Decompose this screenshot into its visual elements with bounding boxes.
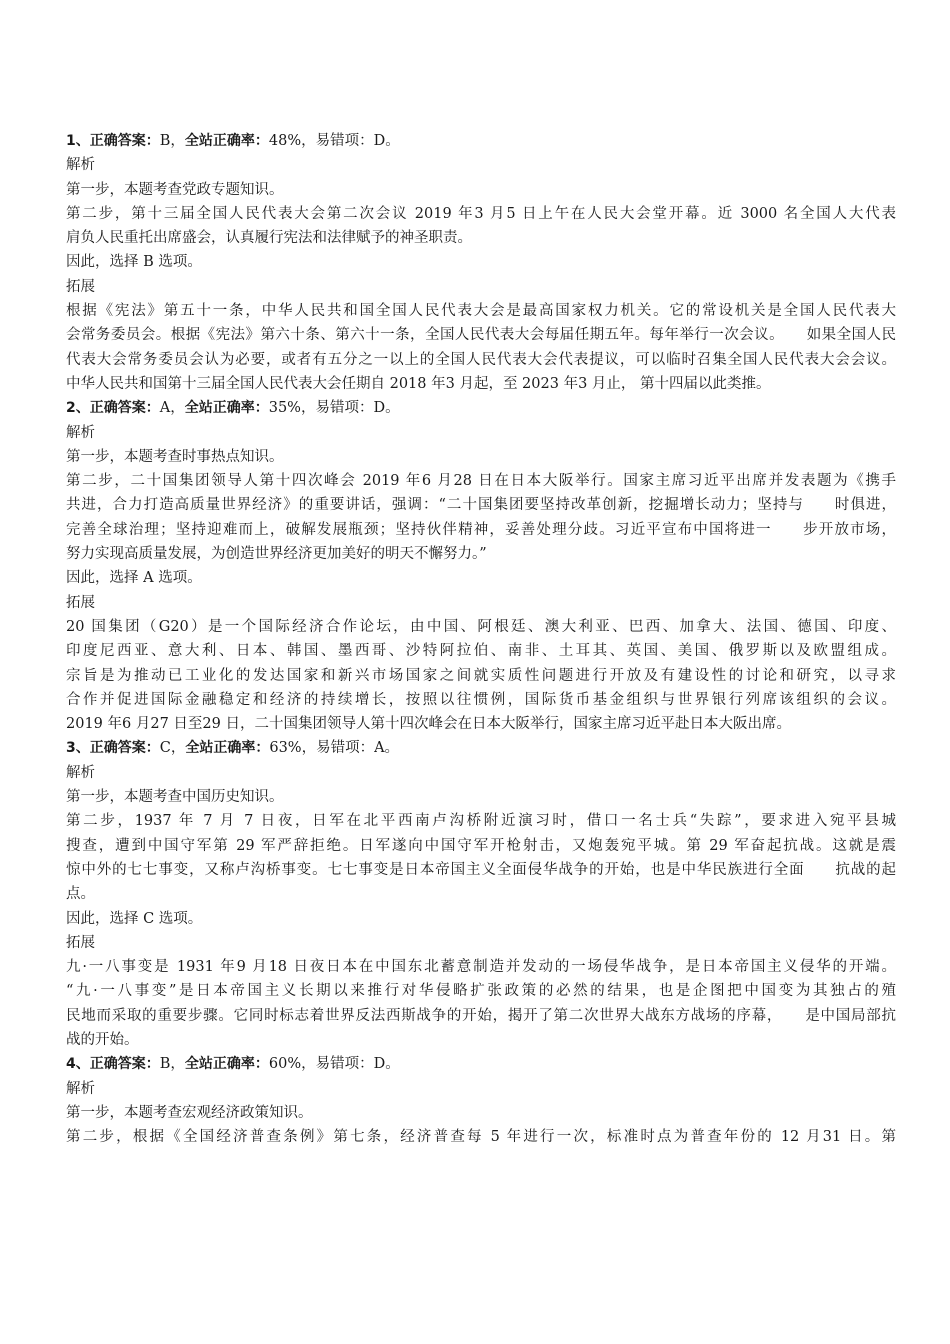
- extension-line: 印度尼西亚、意大利、日本、韩国、墨西哥、沙特阿拉伯、南非、土耳其、英国、美国、俄罗斯以及欧盟组成。: [66, 643, 896, 660]
- analysis-line: 第二步，二十国集团领导人第十四次峰会 2019 年6 月28 日在日本大阪举行。国家主席习近平出席并发表题为《携手: [66, 473, 896, 490]
- question-1: [66, 129, 896, 396]
- extension-line: 中华人民共和国第十三届全国人民代表大会任期自 2018 年3 月起，至 2023 年3 月止， 第十四届以此类推。: [66, 375, 771, 392]
- extension-title: 拓展: [66, 278, 95, 295]
- extension-line: 代表大会常务委员会认为必要，或者有五分之一以上的全国人民代表大会代表提议，可以临时召集全国人民代表大会会议。: [66, 351, 896, 368]
- analysis-line: 第一步，本题考查中国历史知识。: [66, 789, 284, 806]
- analysis-title: 解析: [66, 424, 95, 441]
- answer-document: [66, 129, 896, 1149]
- analysis-title: 解析: [66, 157, 95, 174]
- answer-header: 2、正确答案：A，全站正确率：35%，易错项：D。: [66, 400, 400, 417]
- analysis-line: 共进，合力打造高质量世界经济》的重要讲话，强调：“二十国集团要坚持改革创新，挖掘增长动力；坚持与 时俱进，: [66, 497, 896, 514]
- question-3: [66, 736, 896, 1052]
- answer-header: 1、正确答案：B，全站正确率：48%，易错项：D。: [66, 133, 400, 149]
- answer-header: 3、正确答案：C，全站正确率：63%，易错项：A。: [66, 740, 400, 757]
- analysis-line: 因此，选择 B 选项。: [66, 254, 202, 271]
- extension-line: “九·一八事变”是日本帝国主义长期以来推行对华侵略扩张政策的必然的结果，也是企图把中国变为其独占的殖: [66, 983, 896, 1000]
- analysis-line: 因此，选择 A 选项。: [66, 570, 202, 587]
- analysis-line: 第二步，根据《全国经济普查条例》第七条，经济普查每 5 年进行一次，标准时点为普查年份的 12 月31 日。第: [66, 1129, 896, 1146]
- analysis-line: 第一步，本题考查党政专题知识。: [66, 181, 284, 198]
- analysis-line: 完善全球治理；坚持迎难而上，破解发展瓶颈；坚持伙伴精神，妥善处理分歧。习近平宣布中国将进一 步开放市场，: [66, 521, 896, 538]
- analysis-line: 肩负人民重托出席盛会，认真履行宪法和法律赋予的神圣职责。: [66, 230, 472, 247]
- analysis-line: 点。: [66, 886, 95, 903]
- analysis-title: 解析: [66, 1080, 95, 1097]
- question-2: [66, 396, 896, 736]
- extension-line: 民地而采取的重要步骤。它同时标志着世界反法西斯战争的开始，揭开了第二次世界大战东方战场的序幕， 是中国局部抗: [66, 1007, 896, 1024]
- analysis-line: 努力实现高质量发展，为创造世界经济更加美好的明天不懈努力。”: [66, 546, 487, 563]
- question-4: [66, 1052, 896, 1149]
- analysis-line: 第一步，本题考查宏观经济政策知识。: [66, 1104, 313, 1121]
- extension-line: 九·一八事变是 1931 年9 月18 日夜日本在中国东北蓄意制造并发动的一场侵华战争，是日本帝国主义侵华的开端。: [66, 959, 896, 976]
- extension-line: 根据《宪法》第五十一条，中华人民共和国全国人民代表大会是最高国家权力机关。它的常设机关是全国人民代表大: [66, 303, 896, 320]
- analysis-title: 解析: [66, 764, 95, 781]
- extension-line: 宗旨是为推动已工业化的发达国家和新兴市场国家之间就实质性问题进行开放及有建设性的讨论和研究，以寻求: [66, 667, 896, 684]
- extension-title: 拓展: [66, 594, 95, 611]
- extension-line: 合作并促进国际金融稳定和经济的持续增长，按照以往惯例，国际货币基金组织与世界银行列席该组织的会议。: [66, 691, 896, 708]
- extension-line: 20 国集团（G20）是一个国际经济合作论坛，由中国、阿根廷、澳大利亚、巴西、加拿大、法国、德国、印度、: [66, 618, 896, 635]
- analysis-line: 惊中外的七七事变，又称卢沟桥事变。七七事变是日本帝国主义全面侵华战争的开始，也是中华民族进行全面 抗战的起: [66, 861, 896, 878]
- analysis-line: 因此，选择 C 选项。: [66, 910, 203, 927]
- analysis-line: 搜查，遭到中国守军第 29 军严辞拒绝。日军遂向中国守军开枪射击，又炮轰宛平城。第 29 军奋起抗战。这就是震: [66, 837, 896, 854]
- extension-line: 2019 年6 月27 日至29 日，二十国集团领导人第十四次峰会在日本大阪举行，国家主席习近平赴日本大阪出席。: [66, 716, 791, 733]
- analysis-line: 第二步，第十三届全国人民代表大会第二次会议 2019 年3 月5 日上午在人民大会堂开幕。近 3000 名全国人大代表: [66, 205, 896, 222]
- extension-line: 会常务委员会。根据《宪法》第六十条、第六十一条，全国人民代表大会每届任期五年。每年举行一次会议。 如果全国人民: [66, 327, 896, 344]
- extension-line: 战的开始。: [66, 1031, 139, 1048]
- answer-header: 4、正确答案：B，全站正确率：60%，易错项：D。: [66, 1056, 400, 1073]
- analysis-line: 第一步，本题考查时事热点知识。: [66, 448, 284, 465]
- analysis-line: 第二步，1937 年 7 月 7 日夜，日军在北平西南卢沟桥附近演习时，借口一名士兵“失踪”，要求进入宛平县城: [66, 813, 896, 830]
- extension-title: 拓展: [66, 934, 95, 951]
